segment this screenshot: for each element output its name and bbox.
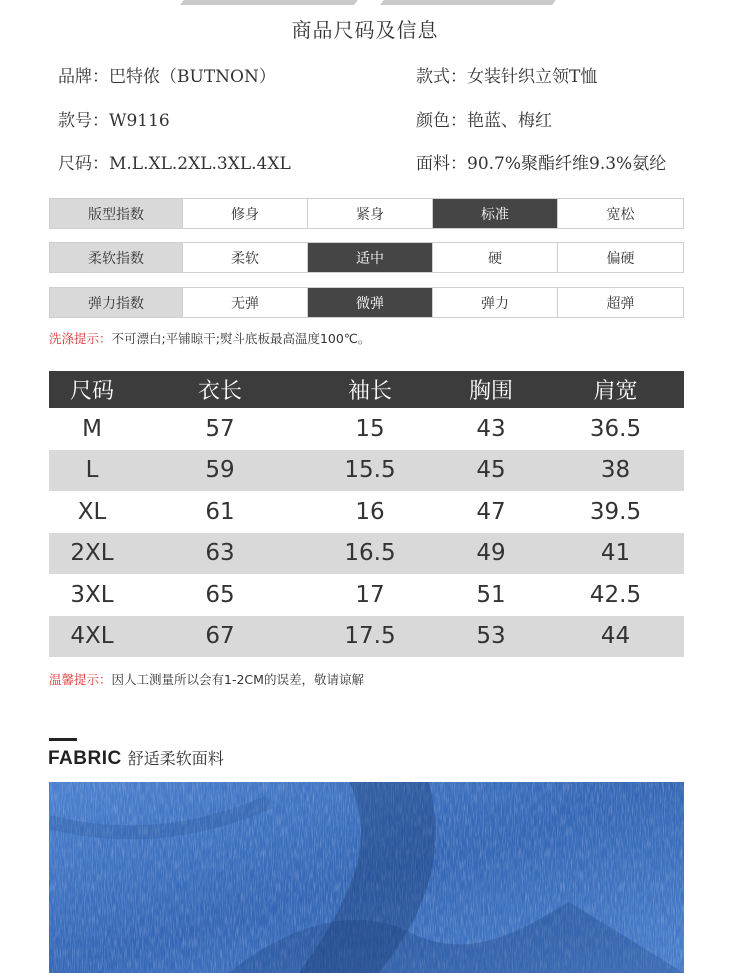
cell-chest: 43 <box>476 415 506 442</box>
info-model: 款号：W9116 <box>58 111 170 131</box>
cell-length: 59 <box>205 457 235 484</box>
cell-shoulder: 44 <box>600 623 631 650</box>
fit-option: 紧身 <box>307 199 432 228</box>
softness-option: 偏硬 <box>557 243 683 272</box>
header-shoulder: 肩宽 <box>593 379 638 404</box>
cell-size: M <box>82 415 102 442</box>
elasticity-option: 无弹 <box>182 288 307 317</box>
fit-index-label: 版型指数 <box>50 199 182 228</box>
elasticity-index-row <box>49 287 684 318</box>
cell-chest: 51 <box>476 581 506 608</box>
cell-length: 63 <box>205 540 235 567</box>
fabric-photo <box>49 782 684 973</box>
header-sleeve: 袖长 <box>347 379 392 404</box>
cell-chest: 45 <box>476 457 506 484</box>
table-row <box>49 408 684 450</box>
cell-sleeve: 15.5 <box>344 457 396 484</box>
cell-sleeve: 16 <box>355 498 385 525</box>
cell-size: 4XL <box>70 623 114 650</box>
header-size: 尺码 <box>69 379 114 404</box>
size-table <box>49 371 684 657</box>
top-bar-left <box>180 0 358 5</box>
size-table-header <box>49 371 684 408</box>
wash-tip <box>49 329 370 347</box>
softness-index-label: 柔软指数 <box>50 243 182 272</box>
fit-option: 修身 <box>182 199 307 228</box>
page-title: 商品尺码及信息 <box>291 18 439 42</box>
measurement-tip <box>49 670 364 688</box>
softness-option: 柔软 <box>182 243 307 272</box>
fabric-heading <box>48 746 224 770</box>
cell-length: 65 <box>205 581 235 608</box>
cell-shoulder: 39.5 <box>589 498 642 525</box>
table-row <box>49 491 684 533</box>
cell-size: XL <box>77 498 107 525</box>
wash-tip-prefix: 洗涤提示： <box>49 331 112 346</box>
fit-option: 宽松 <box>557 199 683 228</box>
cell-shoulder: 38 <box>600 457 631 484</box>
cell-shoulder: 36.5 <box>589 415 642 442</box>
fabric-accent-line <box>49 738 77 741</box>
top-decoration <box>0 0 730 8</box>
table-row <box>49 574 684 616</box>
cell-length: 67 <box>205 623 235 650</box>
cell-sleeve: 16.5 <box>344 540 396 567</box>
cell-sleeve: 17 <box>355 581 385 608</box>
fabric-title-en: FABRIC <box>48 748 122 769</box>
cell-sleeve: 17.5 <box>344 623 396 650</box>
fabric-title-cn: 舒适柔软面料 <box>127 749 224 768</box>
softness-option: 硬 <box>432 243 557 272</box>
elasticity-option: 弹力 <box>432 288 557 317</box>
measurement-tip-prefix: 温馨提示： <box>49 672 112 687</box>
cell-chest: 47 <box>476 498 506 525</box>
table-row <box>49 533 684 575</box>
cell-size: L <box>85 457 99 484</box>
elasticity-option: 超弹 <box>557 288 683 317</box>
cell-length: 61 <box>205 498 235 525</box>
table-row <box>49 616 684 658</box>
cell-size: 2XL <box>70 540 114 567</box>
info-color: 颜色：艳蓝、梅红 <box>416 111 552 131</box>
header-chest: 胸围 <box>468 379 513 404</box>
cell-chest: 53 <box>476 623 506 650</box>
fit-index-row <box>49 198 684 229</box>
softness-index-row <box>49 242 684 273</box>
table-row <box>49 450 684 492</box>
top-bar-right <box>380 0 556 5</box>
cell-shoulder: 42.5 <box>589 581 642 608</box>
info-material: 面料：90.7%聚酯纤维9.3%氨纶 <box>416 154 667 174</box>
fit-option: 标准 <box>432 199 557 228</box>
cell-length: 57 <box>205 415 235 442</box>
info-style: 款式：女装针织立领T恤 <box>416 67 598 87</box>
cell-chest: 49 <box>476 540 506 567</box>
header-length: 衣长 <box>197 379 242 404</box>
info-brand: 品牌：巴特侬（BUTNON） <box>58 67 276 87</box>
softness-option: 适中 <box>307 243 432 272</box>
cell-shoulder: 41 <box>600 540 631 567</box>
cell-size: 3XL <box>70 581 114 608</box>
wash-tip-text: 不可漂白;平铺晾干;熨斗底板最高温度100℃。 <box>111 331 371 346</box>
cell-sleeve: 15 <box>355 415 385 442</box>
elasticity-option: 微弹 <box>307 288 432 317</box>
elasticity-index-label: 弹力指数 <box>50 288 182 317</box>
measurement-tip-text: 因人工测量所以会有1-2CM的误差，敬请谅解 <box>111 672 364 687</box>
info-sizes: 尺码：M.L.XL.2XL.3XL.4XL <box>58 154 291 174</box>
